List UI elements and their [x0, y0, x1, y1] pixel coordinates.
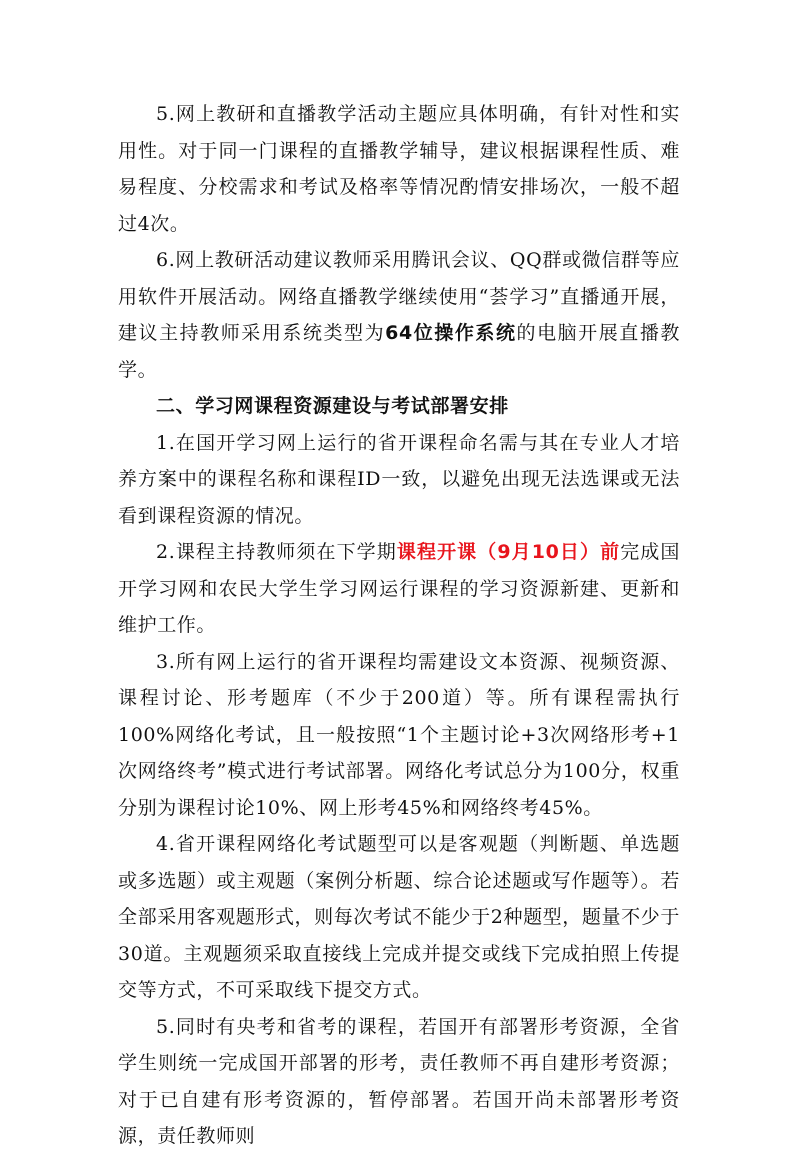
paragraph-text: 2.课程主持教师须在下学期 — [156, 541, 397, 563]
red-highlight-deadline: 课程开课（9月10日）前 — [396, 541, 621, 563]
document-body — [118, 96, 680, 1155]
paragraph-text: 6.网上教研活动建议教师采用腾讯会议、QQ群或微信群等应用软件开展活动。网络直播教学继续使用“荟学习”直播通开展，建议主持教师采用系统类型为 — [118, 249, 680, 344]
paragraph-text: 5.网上教研和直播教学活动主题应具体明确，有针对性和实用性。对于同一门课程的直播教学辅导，建议根据课程性质、难易程度、分校需求和考试及格率等情况酌情安排场次，一般不超过4次。 — [118, 103, 680, 235]
paragraph-text: 的电脑开展直播教学。 — [118, 322, 680, 381]
paragraph-text: 5.同时有央考和省考的课程，若国开有部署形考资源，全省学生则统一完成国开部署的形考，责任教师不再自建形考资源；对于已自建有形考资源的，暂停部署。若国开尚未部署形考资源，责任教师则 — [118, 1015, 680, 1147]
paragraph-text: 完成国开学习网和农民大学生学习网运行课程的学习资源新建、更新和维护工作。 — [118, 541, 680, 636]
paragraph-text: 1.在国开学习网上运行的省开课程命名需与其在专业人才培养方案中的课程名称和课程ID一致，以避免出现无法选课或无法看到课程资源的情况。 — [118, 431, 680, 527]
paragraph-course-start-deadline — [118, 534, 680, 644]
paragraph-live-teaching-topics — [118, 96, 680, 242]
section-heading: 二、学习网课程资源建设与考试部署安排 — [156, 395, 509, 417]
paragraph-resource-requirements — [118, 644, 680, 827]
paragraph-question-types — [118, 826, 680, 1009]
paragraph-course-naming — [118, 425, 680, 535]
paragraph-online-research-software — [118, 242, 680, 388]
paragraph-central-provincial-exams — [118, 1009, 680, 1155]
paragraph-text: 3.所有网上运行的省开课程均需建设文本资源、视频资源、课程讨论、形考题库（不少于200道）等。所有课程需执行100%网络化考试，且一般按照“1个主题讨论+3次网络形考+1次网络终考”模式进行考试部署。网络化考试总分为100分，权重分别为课程讨论10%、网上形考45%和网络终考45%。 — [118, 650, 680, 819]
bold-emphasis: 64位操作系统 — [385, 322, 517, 344]
paragraph-text: 4.省开课程网络化考试题型可以是客观题（判断题、单选题或多选题）或主观题（案例分析题、综合论述题或写作题等）。若全部采用客观题形式，则每次考试不能少于2种题型，题量不少于30道。主观题须采取直接线上完成并提交或线下完成拍照上传提交等方式，不可采取线下提交方式。 — [118, 833, 680, 1001]
